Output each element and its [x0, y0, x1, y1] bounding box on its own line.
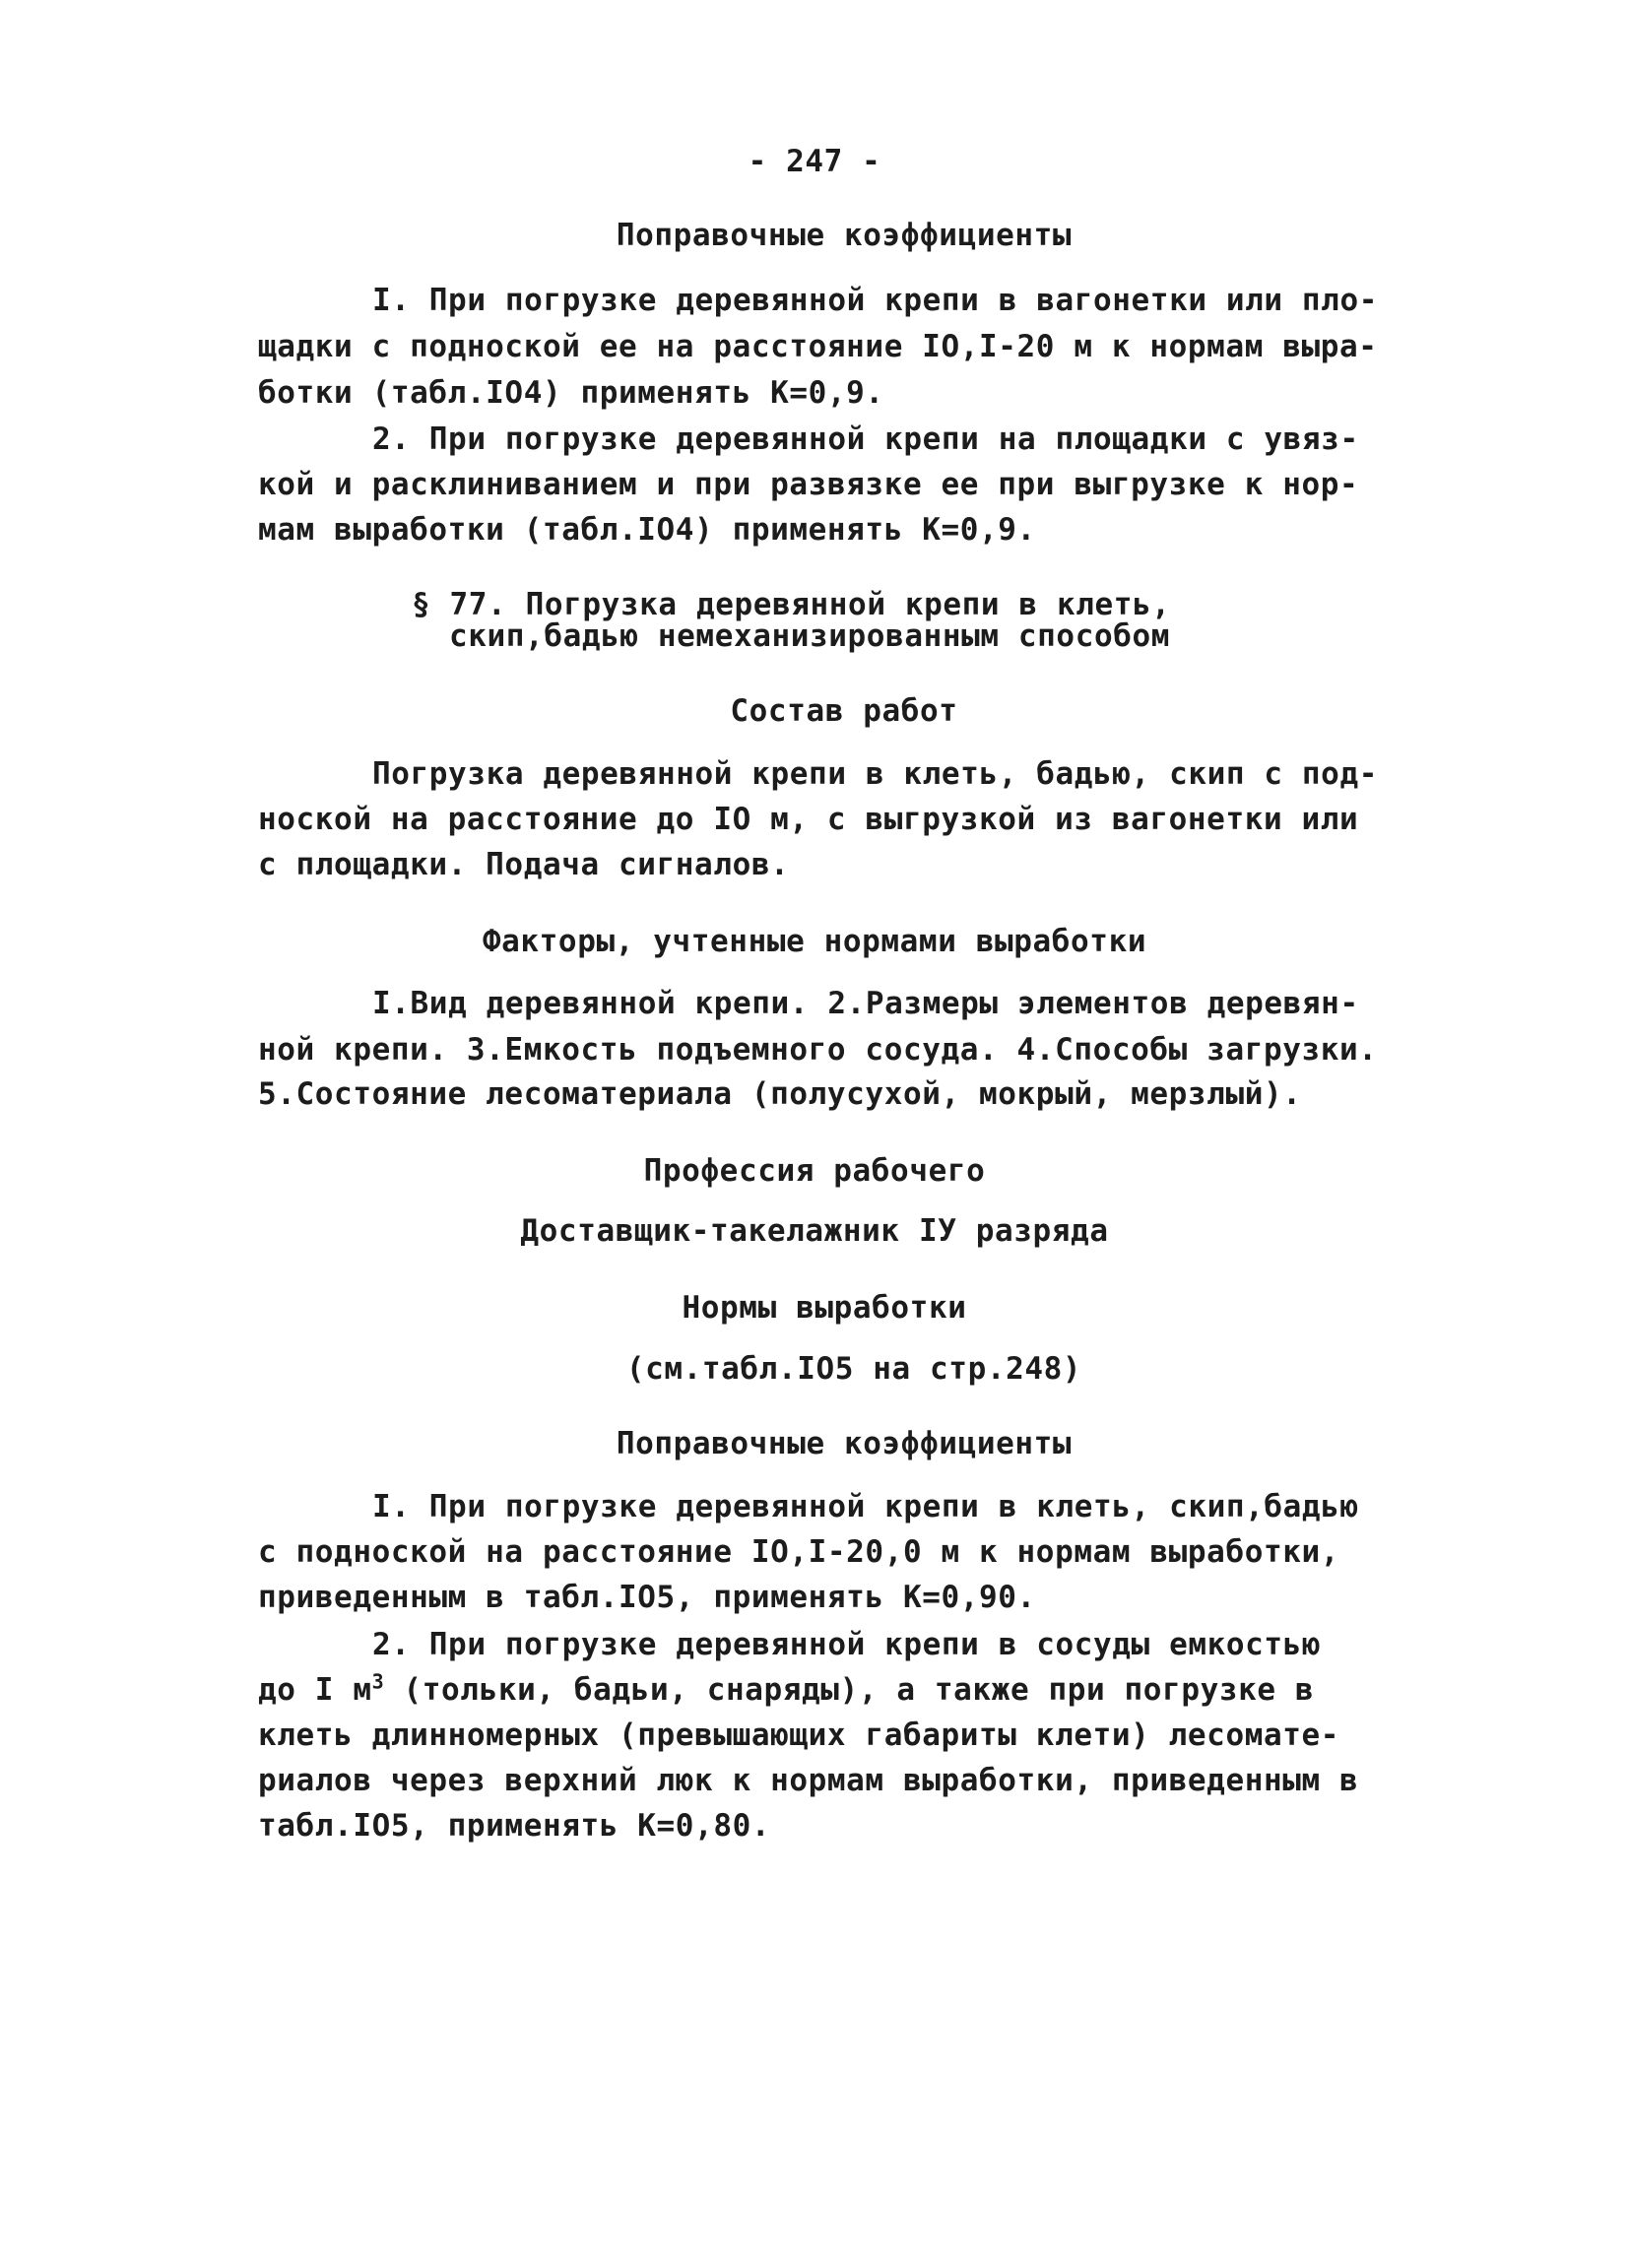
paragraph-line: с площадки. Подача сигналов. [258, 847, 790, 882]
superscript-exponent: 3 [371, 1669, 385, 1694]
text-fragment: до I м [258, 1672, 372, 1708]
paragraph-line: I. При погрузке деревянной крепи в вагонетки или пло- [372, 283, 1378, 318]
paragraph-line: табл.IO5, применять K=0,80. [258, 1808, 771, 1844]
paragraph-line: I. При погрузке деревянной крепи в клеть, скип,бадью [372, 1489, 1359, 1524]
paragraph-line: кой и расклиниванием и при развязке ее при выгрузке к нор- [258, 467, 1359, 502]
paragraph-line: ноской на расстояние до IO м, с выгрузкой из вагонетки или [258, 802, 1359, 837]
paragraph-line: 2. При погрузке деревянной крепи на площадки с увяз- [372, 421, 1359, 457]
section-heading-correction-1: Поправочные коэффициенты [616, 218, 1073, 253]
paragraph-line: клеть длинномерных (превышающих габариты клети) лесомате- [258, 1717, 1340, 1753]
text-fragment: (тольки, бадьи, снаряды), а также при погрузке в [384, 1672, 1315, 1708]
work-composition-heading: Состав работ [730, 693, 958, 729]
profession-value: Доставщик-такелажник IУ разряда [520, 1213, 1109, 1249]
section-title-77: § 77. Погрузка деревянной крепи в клеть, [412, 587, 1171, 622]
page-number: - 247 - [748, 144, 881, 179]
paragraph-line-with-superscript [258, 1669, 1315, 1708]
paragraph-line: 2. При погрузке деревянной крепи в сосуды емкостью [372, 1627, 1322, 1662]
paragraph-line: Погрузка деревянной крепи в клеть, бадью, скип с под- [372, 756, 1378, 792]
paragraph-line: приведенным в табл.IO5, применять K=0,90. [258, 1580, 1036, 1615]
factors-heading: Факторы, учтенные нормами выработки [482, 924, 1147, 959]
paragraph-line: 5.Состояние лесоматериала (полусухой, мокрый, мерзлый). [258, 1076, 1302, 1112]
paragraph-line: I.Вид деревянной крепи. 2.Размеры элементов деревян- [372, 986, 1359, 1021]
paragraph-line: риалов через верхний люк к нормам выработки, приведенным в [258, 1763, 1359, 1798]
paragraph-line: ной крепи. 3.Емкость подъемного сосуда. 4.Способы загрузки. [258, 1032, 1378, 1068]
norms-table-reference: (см.табл.IO5 на стр.248) [625, 1351, 1082, 1387]
section-heading-correction-2: Поправочные коэффициенты [616, 1426, 1073, 1461]
paragraph-line: мам выработки (табл.IO4) применять K=0,9. [258, 512, 1036, 548]
section-title-77-line2: скип,бадью немеханизированным способом [449, 618, 1171, 654]
paragraph-line: щадки с подноской ее на расстояние IO,I-20 м к нормам выра- [258, 329, 1378, 364]
norms-heading: Нормы выработки [682, 1290, 967, 1326]
paragraph-line: ботки (табл.IO4) применять K=0,9. [258, 375, 884, 411]
paragraph-line: с подноской на расстояние IO,I-20,0 м к нормам выработки, [258, 1534, 1340, 1570]
profession-heading: Профессия рабочего [643, 1153, 986, 1189]
